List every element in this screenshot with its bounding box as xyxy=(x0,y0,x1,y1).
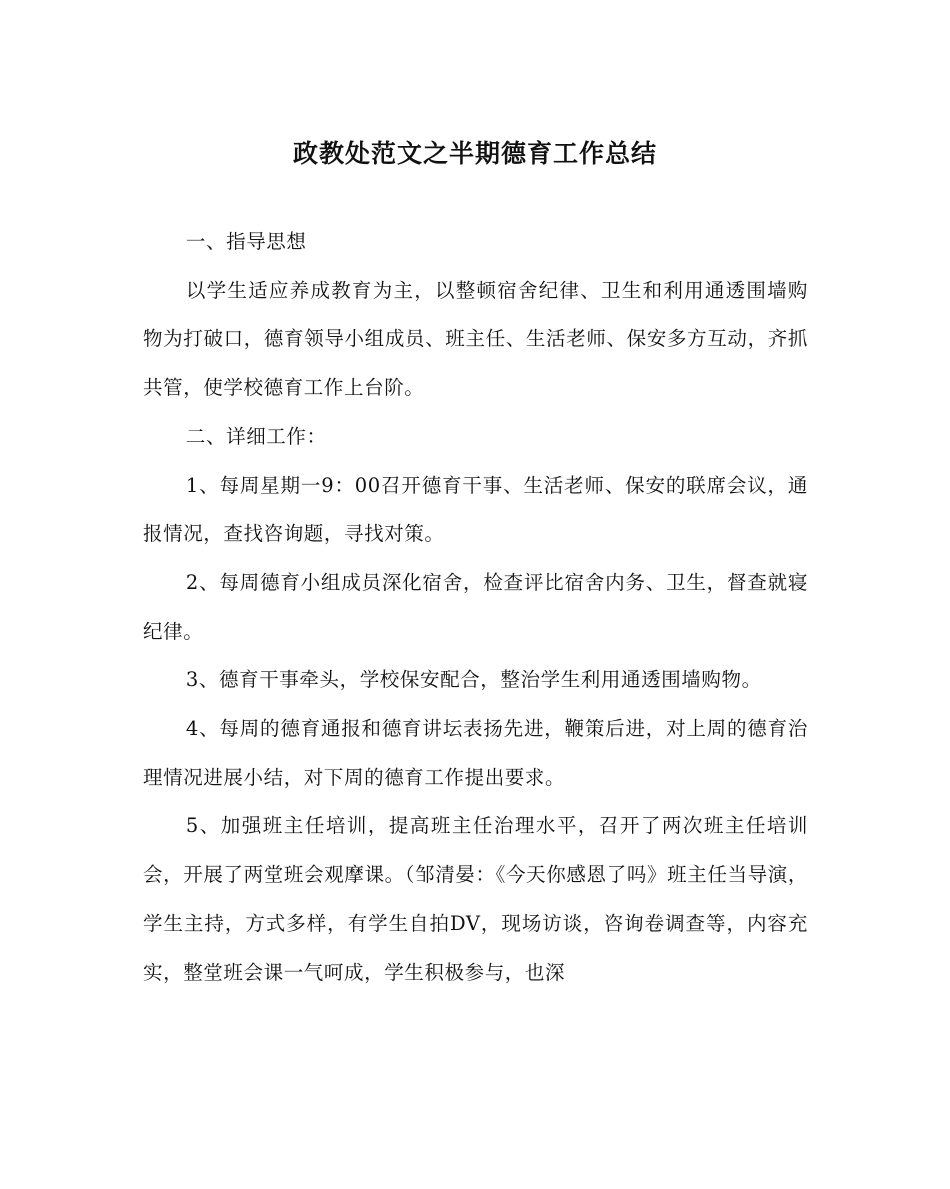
section-heading-guiding-thought: 一、指导思想 xyxy=(185,230,307,253)
work-item-5: 5、加强班主任培训，提高班主任治理水平，召开了两次班主任培训会，开展了两堂班会观摩课。（邹清晏：《今天你感恩了吗》班主任当导演，学生主持，方式多样，有学生自拍DV，现场访谈，咨询卷调查等，内容充实，整堂班会课一气呵成，学生积极参与，也深 xyxy=(143,814,808,984)
work-item-2: 2、每周德育小组成员深化宿舍，检查评比宿舍内务、卫生，督查就寝纪律。 xyxy=(143,570,808,643)
paragraph-guiding-thought: 以学生适应养成教育为主，以整顿宿舍纪律、卫生和利用通透围墙购物为打破口，德育领导小组成员、班主任、生活老师、保安多方互动，齐抓共管，使学校德育工作上台阶。 xyxy=(143,278,808,400)
work-item-1: 1、每周星期一9：00召开德育干事、生活老师、保安的联席会议，通报情况，查找咨询题，寻找对策。 xyxy=(143,473,808,546)
work-item-4: 4、每周的德育通报和德育讲坛表扬先进，鞭策后进，对上周的德育治理情况进展小结，对下周的德育工作提出要求。 xyxy=(143,717,808,789)
document-body xyxy=(143,218,808,997)
work-item-3: 3、德育干事牵头，学校保安配合，整治学生利用通透围墙购物。 xyxy=(185,668,762,692)
document-title: 政教处范文之半期德育工作总结 xyxy=(292,139,657,168)
section-heading-detailed-work: 二、详细工作： xyxy=(185,424,327,448)
